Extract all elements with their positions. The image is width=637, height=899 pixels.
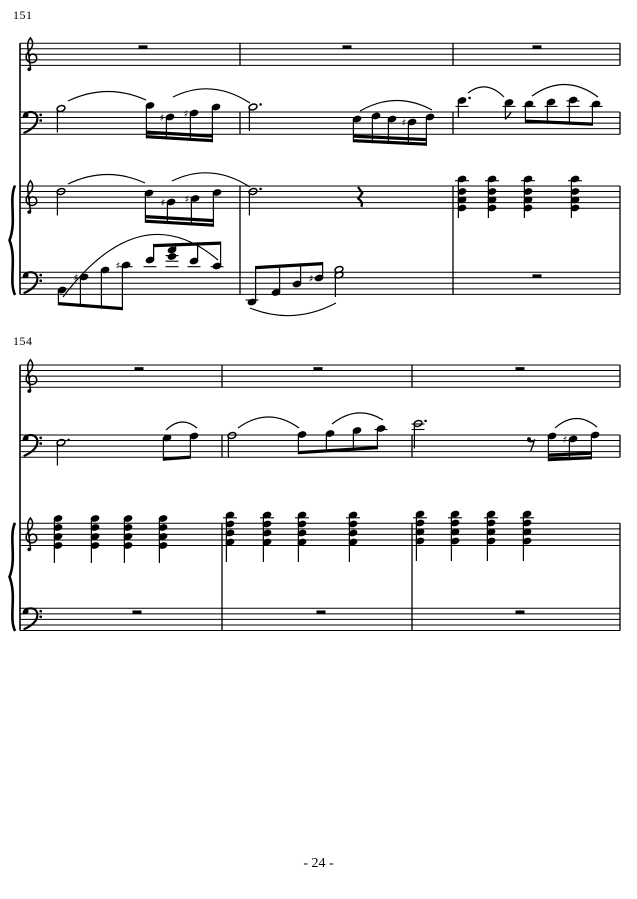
bass-clef bbox=[23, 435, 42, 456]
svg-text:♯: ♯ bbox=[115, 260, 121, 272]
chord bbox=[158, 515, 168, 563]
bass-clef bbox=[23, 272, 42, 293]
system bbox=[10, 360, 621, 631]
note bbox=[503, 99, 516, 120]
note bbox=[456, 97, 471, 118]
svg-text:♯: ♯ bbox=[401, 117, 407, 129]
chord bbox=[260, 511, 274, 562]
whole-rest bbox=[533, 45, 542, 48]
slur bbox=[63, 234, 218, 297]
chord bbox=[90, 515, 100, 563]
beam-group bbox=[145, 102, 221, 143]
chord bbox=[485, 175, 499, 218]
slur bbox=[468, 87, 504, 97]
chord bbox=[346, 511, 360, 562]
slur bbox=[250, 303, 336, 316]
svg-text:♯: ♯ bbox=[183, 108, 189, 120]
chord bbox=[520, 510, 534, 561]
slur bbox=[332, 413, 383, 424]
slur bbox=[173, 89, 250, 103]
piano-brace bbox=[10, 523, 16, 631]
whole-rest bbox=[133, 610, 142, 613]
page-number: - 24 - bbox=[303, 856, 334, 871]
beam-group bbox=[57, 261, 132, 310]
whole-rest bbox=[516, 610, 525, 613]
chord bbox=[123, 515, 133, 563]
note bbox=[248, 103, 262, 131]
system bbox=[10, 38, 621, 316]
measure-number: 154 bbox=[13, 334, 33, 348]
svg-text:♯: ♯ bbox=[308, 273, 314, 285]
slur bbox=[555, 418, 597, 428]
piano-brace bbox=[10, 186, 16, 296]
whole-rest bbox=[533, 274, 542, 277]
beam-group bbox=[297, 425, 387, 455]
whole-rest bbox=[516, 367, 525, 370]
staff bbox=[20, 43, 620, 65]
whole-rest bbox=[343, 45, 352, 48]
svg-text:♯: ♯ bbox=[562, 434, 568, 446]
whole-rest bbox=[135, 367, 144, 370]
measure-number: 151 bbox=[13, 8, 33, 22]
beam-group bbox=[246, 262, 324, 306]
chord bbox=[413, 510, 427, 561]
chord bbox=[521, 175, 535, 218]
slur bbox=[68, 174, 145, 184]
chord bbox=[448, 510, 462, 561]
slur bbox=[166, 422, 197, 430]
chord bbox=[484, 510, 498, 561]
chord bbox=[568, 175, 582, 218]
beam-group bbox=[523, 96, 603, 126]
svg-text:♯: ♯ bbox=[184, 194, 190, 206]
whole-rest bbox=[314, 367, 323, 370]
chord bbox=[223, 511, 237, 562]
beam-group bbox=[144, 242, 224, 270]
beam-group bbox=[144, 189, 222, 227]
svg-text:♯: ♯ bbox=[73, 272, 79, 284]
chord bbox=[334, 266, 344, 297]
whole-rest bbox=[317, 610, 326, 613]
whole-rest bbox=[139, 45, 148, 48]
chord bbox=[455, 175, 469, 218]
staff bbox=[20, 112, 620, 134]
eighth-rest bbox=[527, 437, 535, 451]
slur bbox=[172, 173, 250, 187]
slur bbox=[532, 84, 598, 97]
slur bbox=[238, 417, 299, 428]
slur bbox=[360, 100, 432, 111]
chord bbox=[53, 515, 63, 563]
chord bbox=[295, 511, 309, 562]
slur bbox=[68, 91, 146, 101]
svg-text:♯: ♯ bbox=[159, 112, 165, 124]
bass-clef bbox=[23, 608, 42, 629]
bass-clef bbox=[23, 112, 42, 133]
note bbox=[412, 420, 427, 449]
svg-text:♯: ♯ bbox=[160, 197, 166, 209]
